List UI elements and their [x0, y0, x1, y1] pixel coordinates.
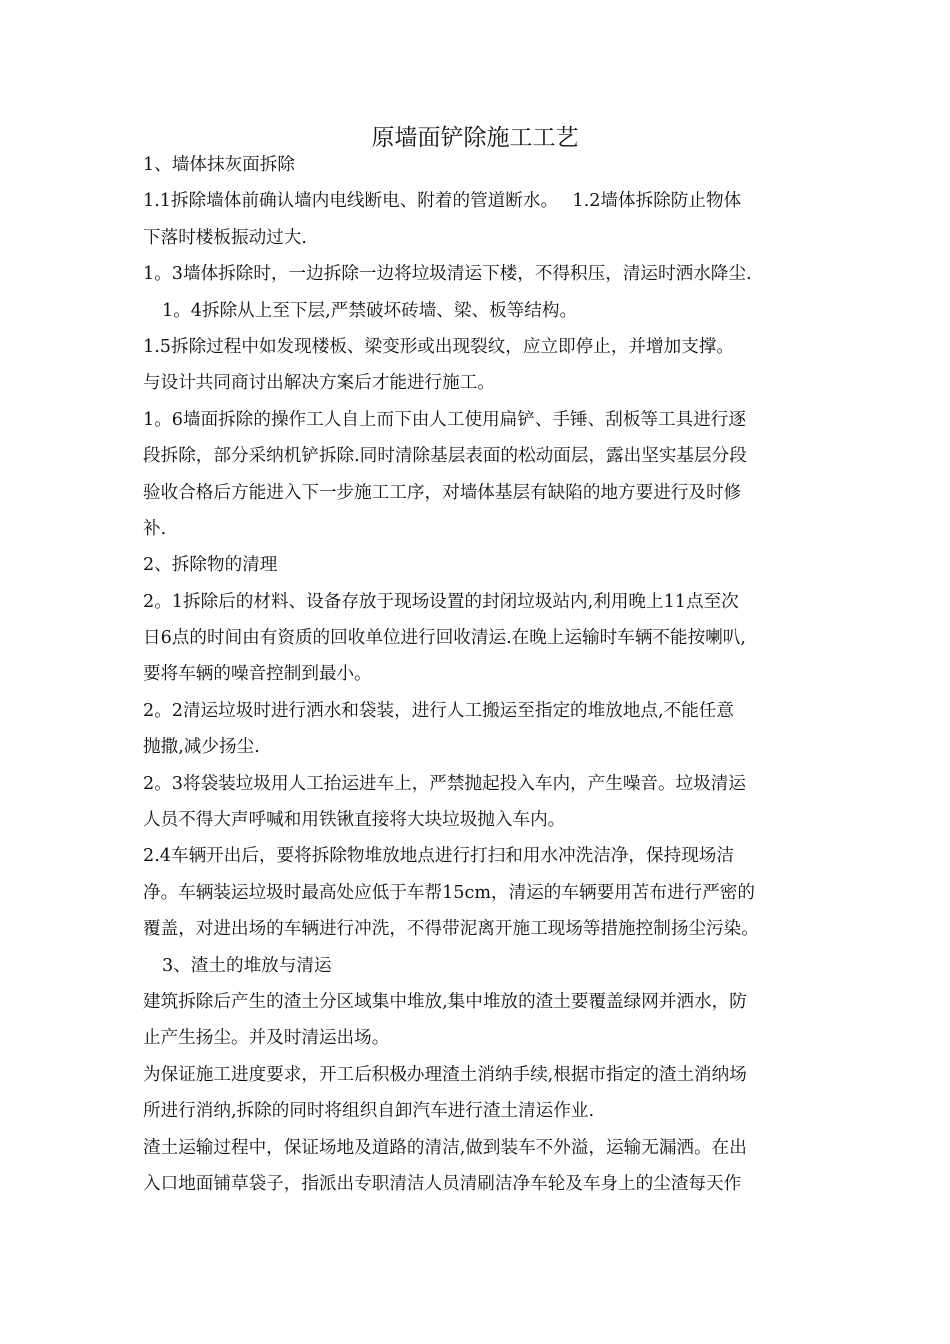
section-heading-2: 2、拆除物的清理 — [143, 555, 278, 576]
paragraph-line: 2。2清运垃圾时进行洒水和袋装，进行人工搬运至指定的堆放地点,不能任意 — [143, 700, 734, 721]
paragraph-line: 止产生扬尘。并及时清运出场。 — [143, 1028, 390, 1049]
paragraph-line: 渣土运输过程中，保证场地及道路的清洁,做到装车不外溢，运输无漏洒。在出 — [143, 1137, 747, 1158]
section-heading-3: 3、渣土的堆放与清运 — [162, 955, 332, 976]
paragraph-line: 下落时楼板振动过大. — [143, 227, 307, 248]
paragraph-line: 覆盖，对进出场的车辆进行冲洗，不得带泥离开施工现场等措施控制扬尘污染。 — [143, 919, 759, 940]
paragraph-line: 抛撒,减少扬尘. — [143, 737, 260, 758]
paragraph-line: 日6点的时间由有资质的回收单位进行回收清运.在晚上运输时车辆不能按喇叭, — [143, 628, 746, 649]
paragraph-line: 为保证施工进度要求，开工后积极办理渣土消纳手续,根据市指定的渣土消纳场 — [143, 1064, 747, 1085]
paragraph-line: 验收合格后方能进入下一步施工工序，对墙体基层有缺陷的地方要进行及时修 — [143, 482, 742, 503]
paragraph-line: 要将车辆的噪音控制到最小。 — [143, 664, 372, 685]
document-body — [143, 147, 823, 1202]
paragraph-line: 补. — [143, 518, 167, 539]
paragraph-line: 1.5拆除过程中如发现楼板、梁变形或出现裂纹，应立即停止，并增加支撑。 — [143, 336, 734, 357]
paragraph-line: 1。4拆除从上至下层,严禁破坏砖墙、梁、板等结构。 — [162, 300, 578, 321]
paragraph-line: 建筑拆除后产生的渣土分区域集中堆放,集中堆放的渣土要覆盖绿网并洒水，防 — [143, 991, 747, 1012]
paragraph-line: 入口地面铺草袋子，指派出专职清洁人员清刷洁净车轮及车身上的尘渣每天作 — [143, 1173, 742, 1194]
document-title: 原墙面铲除施工工艺 — [371, 125, 579, 151]
paragraph-line: 2。3将袋装垃圾用人工抬运进车上，严禁抛起投入车内，产生噪音。垃圾清运 — [143, 773, 746, 794]
paragraph-line: 2。1拆除后的材料、设备存放于现场设置的封闭垃圾站内,利用晚上11点至次 — [143, 591, 739, 612]
paragraph-line: 1。3墙体拆除时，一边拆除一边将垃圾清运下楼，不得积压，清运时洒水降尘. — [143, 264, 752, 285]
paragraph-line: 段拆除，部分采纳机铲拆除.同时清除基层表面的松动面层，露出坚实基层分段 — [143, 446, 747, 467]
paragraph-line: 与设计共同商讨出解决方案后才能进行施工。 — [143, 373, 495, 394]
paragraph-line: 所进行消纳,拆除的同时将组织自卸汽车进行渣土清运作业. — [143, 1101, 595, 1122]
paragraph-line: 净。车辆装运垃圾时最高处应低于车帮15cm，清运的车辆要用苫布进行严密的 — [143, 882, 755, 903]
paragraph-line: 1.1拆除墙体前确认墙内电线断电、附着的管道断水。 1.2墙体拆除防止物体 — [143, 191, 742, 212]
paragraph-line: 2.4车辆开出后，要将拆除物堆放地点进行打扫和用水冲洗洁净，保持现场洁 — [143, 846, 734, 867]
paragraph-line: 人员不得大声呼喊和用铁锹直接将大块垃圾抛入车内。 — [143, 810, 566, 831]
paragraph-line: 1。6墙面拆除的操作工人自上而下由人工使用扁铲、手锤、刮板等工具进行逐 — [143, 409, 746, 430]
section-heading-1: 1、墙体抹灰面拆除 — [143, 155, 295, 175]
